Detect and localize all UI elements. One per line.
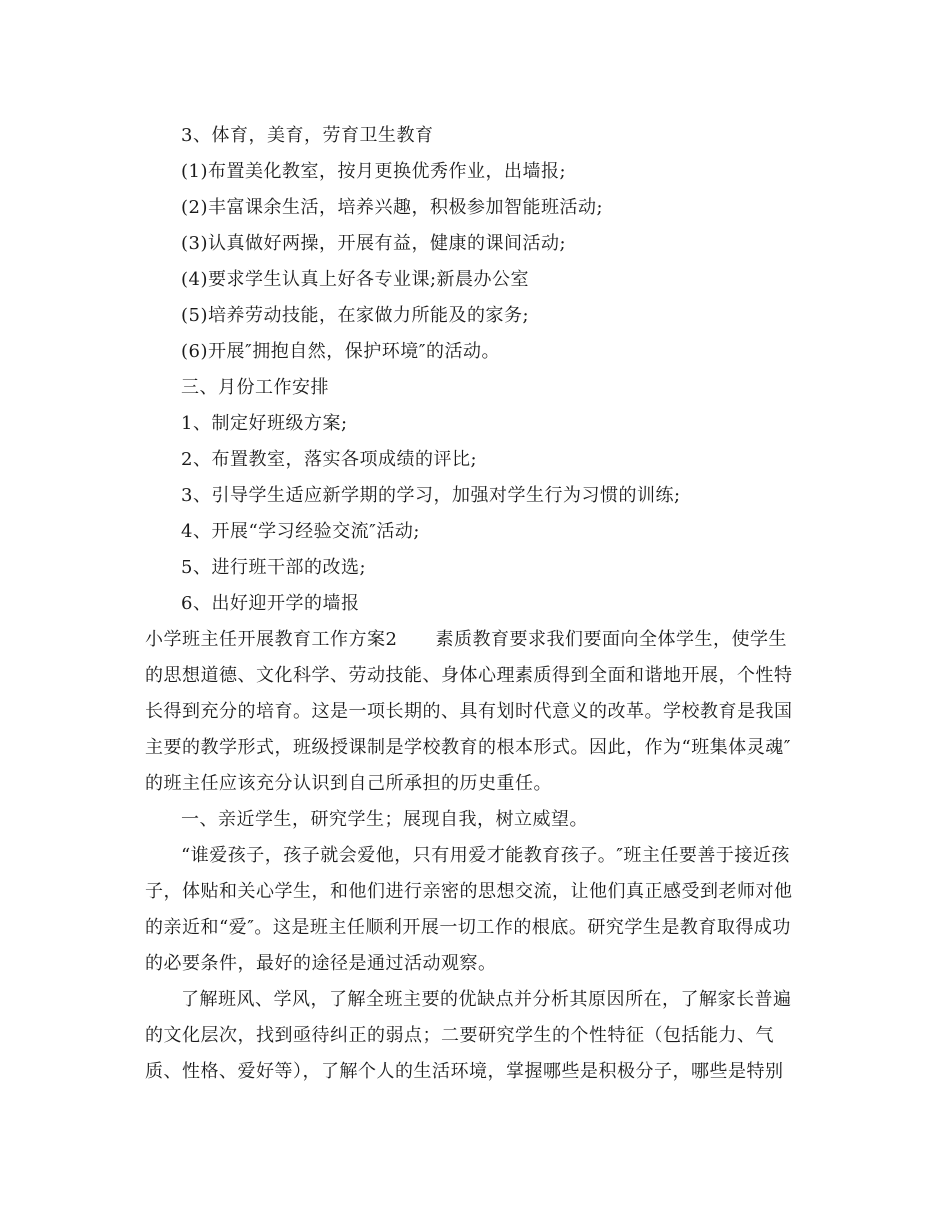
paragraph-line: 的思想道德、文化科学、劳动技能、身体心理素质得到全面和谐地开展，个性特 — [145, 665, 793, 686]
paragraph-line: “谁爱孩子，孩子就会爱他，只有用爱才能教育孩子。″班主任要善于接近孩 — [181, 845, 790, 866]
paragraph-line: 子，体贴和关心学生，和他们进行亲密的思想交流，让他们真正感受到老师对他 — [145, 881, 793, 902]
list-item: 5、进行班干部的改选; — [181, 557, 367, 578]
section-heading-pe-arts-labor: 3、体育，美育，劳育卫生教育 — [181, 125, 434, 146]
plan2-first-line — [145, 622, 805, 658]
section-heading-approach-students: 一、亲近学生，研究学生；展现自我，树立威望。 — [181, 809, 588, 830]
list-item: (6)开展″拥抱自然，保护环境″的活动。 — [181, 341, 500, 362]
list-item: 3、引导学生适应新学期的学习，加强对学生行为习惯的训练; — [181, 485, 681, 506]
list-item: 6、出好迎开学的墙报 — [181, 593, 360, 614]
paragraph-line: 主要的教学形式，班级授课制是学校教育的根本形式。因此，作为“班集体灵魂″ — [145, 737, 791, 758]
list-item: (3)认真做好两操，开展有益，健康的课间活动; — [181, 233, 567, 254]
paragraph-line: 质、性格、爱好等），了解个人的生活环境，掌握哪些是积极分子，哪些是特别 — [145, 1061, 784, 1082]
paragraph-line: 了解班风、学风，了解全班主要的优缺点并分析其原因所在，了解家长普遍 — [181, 989, 792, 1010]
paragraph-text: 素质教育要求我们要面向全体学生，使学生 — [435, 629, 787, 650]
section-heading-monthly-plan: 三、月份工作安排 — [181, 377, 329, 398]
list-item: (5)培养劳动技能，在家做力所能及的家务; — [181, 305, 530, 326]
paragraph-line: 的亲近和“爱″。这是班主任顺利开展一切工作的根底。研究学生是教育取得成功 — [145, 917, 791, 938]
list-item: (1)布置美化教室，按月更换优秀作业，出墙报; — [181, 161, 567, 182]
list-item: 2、布置教室，落实各项成绩的评比; — [181, 449, 478, 470]
document-body — [145, 118, 805, 1090]
list-item: (4)要求学生认真上好各专业课;新晨办公室 — [181, 269, 530, 290]
list-item: 4、开展“学习经验交流″活动; — [181, 521, 420, 542]
paragraph-line: 的必要条件，最好的途径是通过活动观察。 — [145, 953, 497, 974]
list-item: (2)丰富课余生活，培养兴趣，积极参加智能班活动; — [181, 197, 604, 218]
paragraph-line: 的班主任应该充分认识到自己所承担的历史重任。 — [145, 773, 552, 794]
list-item: 1、制定好班级方案; — [181, 413, 348, 434]
paragraph-line: 的文化层次，找到亟待纠正的弱点；二要研究学生的个性特征（包括能力、气 — [145, 1025, 774, 1046]
paragraph-line: 长得到充分的培育。这是一项长期的、具有划时代意义的改革。学校教育是我国 — [145, 701, 793, 722]
plan2-title: 小学班主任开展教育工作方案2 — [145, 629, 398, 650]
